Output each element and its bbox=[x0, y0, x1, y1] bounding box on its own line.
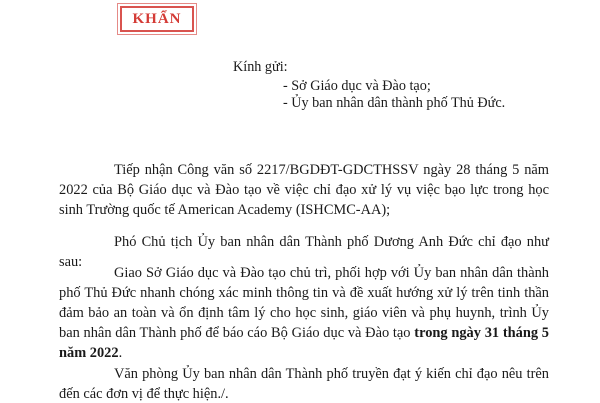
recipient-line: - Ủy ban nhân dân thành phố Thủ Đức. bbox=[283, 95, 506, 111]
urgent-stamp: KHẨN bbox=[120, 6, 194, 32]
paragraph-text: Giao Sở Giáo dục và Đào tạo chủ trì, phối hợp với Ủy ban nhân dân thành phố Thủ Đức nhanh chóng xác minh thông tin và đề xuất hướng xử lý trên tinh thần đảm bảo an toàn và ổn định tâm lý cho học sinh, giáo viên và phụ huynh, trình Ủy ban nhân dân Thành phố để báo cáo Bộ Giáo dục và Đào tạo bbox=[59, 265, 549, 341]
body-paragraph: Văn phòng Ủy ban nhân dân Thành phố truyền đạt ý kiến chỉ đạo nêu trên đến các đơn vị để thực hiện./. bbox=[59, 366, 549, 402]
deadline-text: trong ngày 31 tháng 5 năm 2022 bbox=[59, 325, 549, 361]
recipient-line: - Sở Giáo dục và Đào tạo; bbox=[283, 78, 431, 94]
body-paragraph: Tiếp nhận Công văn số 2217/BGDĐT-GDCTHSSV ngày 28 tháng 5 năm 2022 của Bộ Giáo dục và Đào tạo về việc chỉ đạo xử lý vụ việc bạo lực trong học sinh Trường quốc tế American Academy (ISHCMC-AA); bbox=[59, 162, 549, 218]
greeting-label: Kính gửi: bbox=[233, 59, 288, 75]
body-paragraph bbox=[59, 263, 549, 363]
body-paragraph: Phó Chủ tịch Ủy ban nhân dân Thành phố Dương Anh Đức chỉ đạo như sau: bbox=[59, 234, 549, 270]
paragraph-end: . bbox=[118, 345, 123, 361]
